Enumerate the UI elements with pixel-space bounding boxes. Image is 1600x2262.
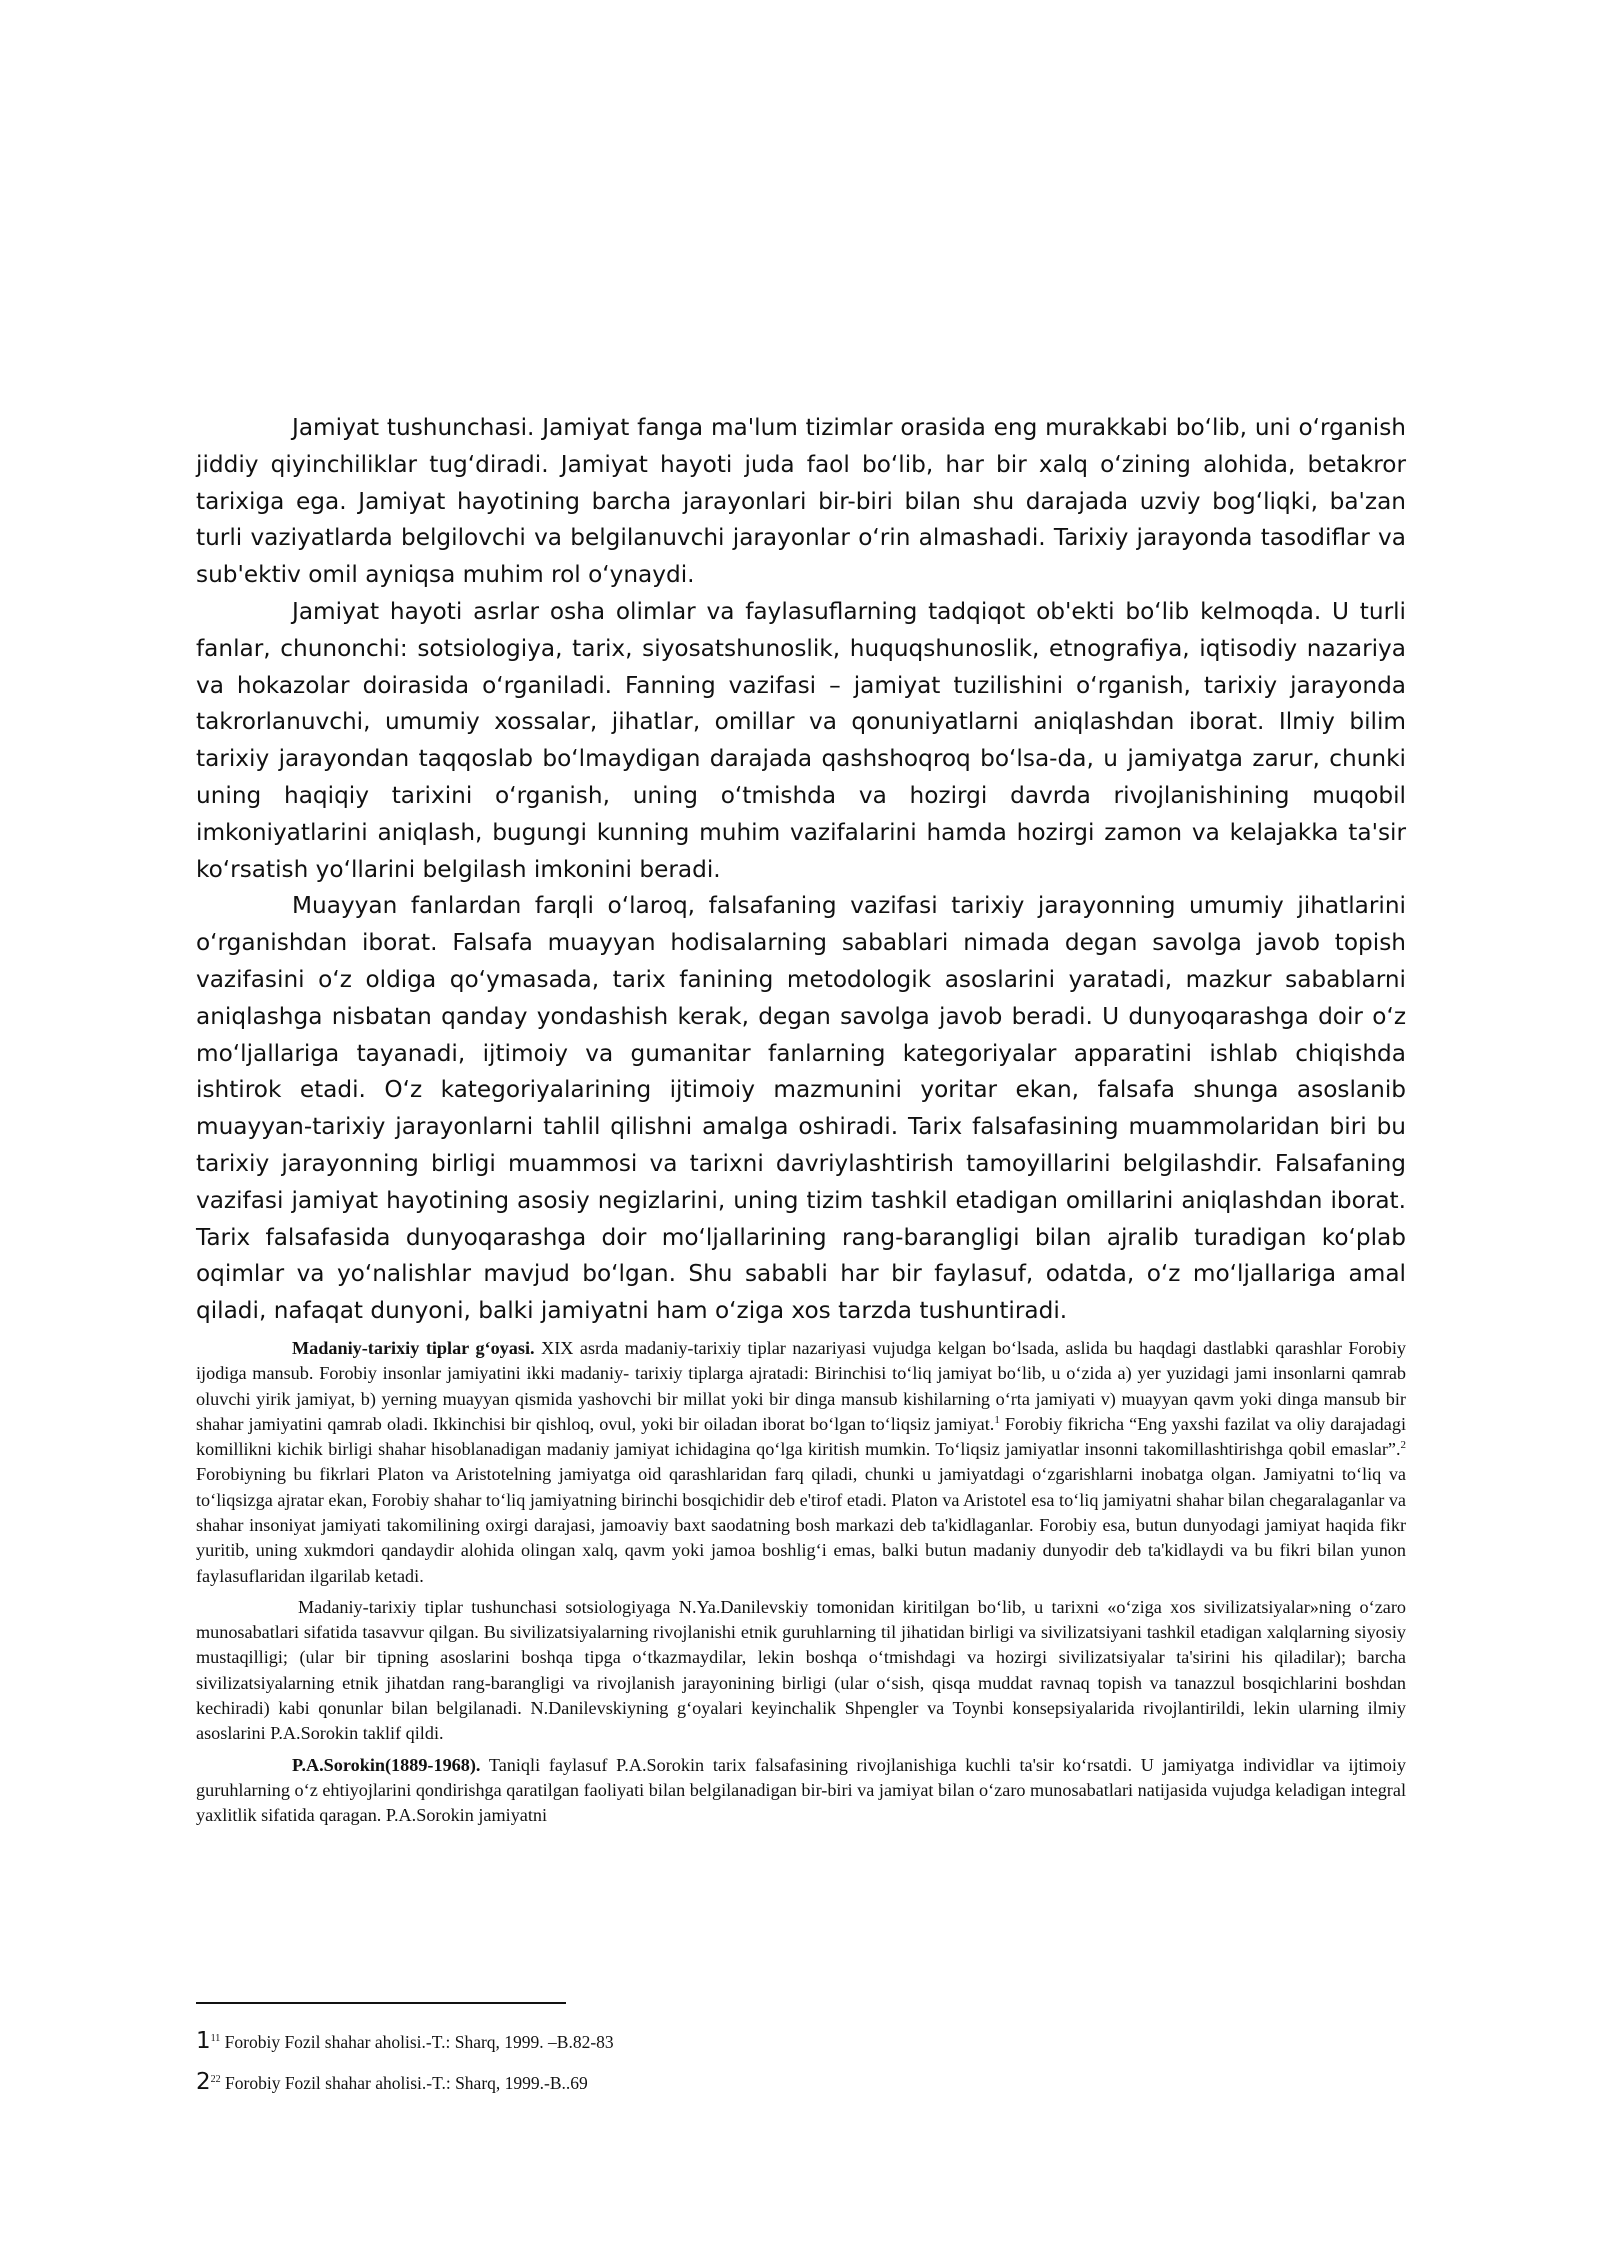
footnote-number: 1 (196, 2027, 211, 2054)
sorokin-text: Taniqli faylasuf P.A.Sorokin tarix falsafasining rivojlanishiga kuchli ta'sir ko‘rsatdi. U jamiyatga individlar va ijtimoiy guruhlarning o‘z ehtiyojlarini qondirishga qaratilgan faoliyati bilan belgilanadigan bir-biri va jamiyat bilan o‘zaro munosabatlari natijasida vujudga keladigan integral yaxlitlik sifatida qaragan. P.A.Sorokin jamiyatni (196, 1754, 1406, 1826)
paragraph-falsafa-vazifasi: Muayyan fanlardan farqli o‘laroq, falsafaning vazifasi tarixiy jarayonning umumiy jihatlarini o‘rganishdan iborat. Falsafa muayyan hodisalarning sabablari nimada degan savolga javob topish vazifasini o‘z oldiga qo‘ymasada, tarix fanining metodologik asoslarini yaratadi, mazkur sabablarni aniqlashga nisbatan qanday yondashish kerak, degan savolga javob beradi. U dunyoqarashga doir o‘z mo‘ljallariga tayanadi, ijtimoiy va gumanitar fanlarning kategoriyalar apparatini ishlab chiqishda ishtirok etadi. O‘z kategoriyalarining ijtimoiy mazmunini yoritar ekan, falsafa shunga asoslanib muayyan-tarixiy jarayonlarni tahlil qilishni amalga oshiradi. Tarix falsafasining muammolaridan biri bu tarixiy jarayonning birligi muammosi va tarixni davriylashtirish tamoyillarini belgilashdir. Falsafaning vazifasi jamiyat hayotining asosiy negizlarini, uning tizim tashkil etadigan omillarini aniqlashdan iborat. Tarix falsafasida dunyoqarashga doir mo‘ljallarining rang-barangligi bilan ajralib turadigan ko‘plab oqimlar va yo‘nalishlar mavjud bo‘lgan. Shu sababli har bir faylasuf, odatda, o‘z mo‘ljallariga amal qiladi, nafaqat dunyoni, balki jamiyatni ham o‘ziga xos tarzda tushuntiradi. (196, 892, 1406, 1325)
paragraph-danilevskiy: Madaniy-tarixiy tiplar tushunchasi sotsiologiyaga N.Ya.Danilevskiy tomonidan kiritilgan bo‘lib, u tarixni «o‘ziga xos sivilizatsiyalar»ning o‘zaro munosabatlari sifatida tasavvur qilgan. Bu sivilizatsiyalarning rivojlanishi etnik guruhlarning til jihatidan birligi va sivilizatsiyani tashkil etadigan xalqlarning siyosiy mustaqilligi; (ular bir tipning asoslarini boshqa tipga o‘tkazmaydilar, lekin boshqa o‘tmishdagi va hozirgi sivilizatsiyalar ta'sirini his qiladilar); barcha sivilizatsiyalarning etnik jihatdan rang-barangligi va rivojlanish jarayonining birligi (ular o‘sish, qisqa muddat ravnaq topish va tanazzul bosqichlarini boshdan kechiradi) kabi qonunlar bilan belgilanadi. N.Danilevskiyning g‘oyalari keyinchalik Shpengler va Toynbi konsepsiyalarida rivojlantirildi, lekin ularning ilmiy asoslarini P.A.Sorokin taklif qildi. (196, 1596, 1406, 1744)
footnotes (196, 2020, 1096, 2102)
madaniy-text-2: Forobiy fikricha “Eng yaxshi fazilat va oliy darajadagi komillikni kichik birligi shahar hisoblanadigan madaniy jamiyat ichidagina qo‘lga kiritish mumkin. To‘liqsiz jamiyatlar insonni takomillashtirishga qobil emaslar”. (196, 1413, 1406, 1460)
footnote-text: Forobiy Fozil shahar aholisi.-T.: Sharq, 1999.-B..69 (220, 2072, 588, 2093)
section-heading-madaniy: Madaniy-tarixiy tiplar g‘oyasi. (292, 1337, 535, 1358)
footnote-ref-1[interactable]: 1 (994, 1413, 1000, 1426)
footnote-1 (196, 2020, 1096, 2061)
footnote-number: 2 (196, 2068, 211, 2095)
footnote-sup: 22 (210, 2073, 221, 2085)
paragraph-jamiyat-tushunchasi: Jamiyat tushunchasi. Jamiyat fanga ma'lum tizimlar orasida eng murakkabi bo‘lib, uni o‘rganish jiddiy qiyinchiliklar tug‘diradi. Jamiyat hayoti juda faol bo‘lib, har bir xalq o‘zining alohida, betakror tarixiga ega. Jamiyat hayotining barcha jarayonlari bir-biri bilan shu darajada uzviy bog‘liqki, ba'zan turli vaziyatlarda belgilovchi va belgilanuvchi jarayonlar o‘rin almashadi. Tarixiy jarayonda tasodiflar va sub'ektiv omil ayniqsa muhim rol o‘ynaydi. (196, 414, 1406, 589)
footnote-separator (196, 2002, 566, 2004)
madaniy-text-3: Forobiyning bu fikrlari Platon va Aristotelning jamiyatga oid qarashlaridan farq qiladi, chunki u jamiyatdagi o‘zgarishlarni inobatga olgan. Jamiyatni to‘liq va to‘liqsizga ajratar ekan, Forobiy shahar to‘liq jamiyatning birinchi bosqichidir deb e'tirof etadi. Platon va Aristotel esa to‘liq jamiyatni shahar bilan chegaralaganlar va shahar insoniyat jamiyati takomilining oxirgi darajasi, jamoaviy baxt saodatning bosh markazi deb ta'kidlaganlar. Forobiy esa, butun dunyodagi jamiyat haqida fikr yuritib, uning xukmdori qandaydir alohida olingan xalq, qavm yoki jamoa boshlig‘i emas, balki butun madaniy dunyodir deb ta'kidlaydi va bu fikri bilan yunon faylasuflaridan ilgarilab ketadi. (196, 1464, 1406, 1586)
main-text (196, 410, 1406, 1829)
paragraph-sorokin (196, 1753, 1406, 1829)
section-heading-sorokin: P.A.Sorokin(1889-1968). (292, 1754, 481, 1775)
footnote-2 (196, 2061, 1096, 2102)
paragraph-madaniy-tarixiy (196, 1336, 1406, 1589)
paragraph-jamiyat-hayoti: Jamiyat hayoti asrlar osha olimlar va faylasuflarning tadqiqot ob'ekti bo‘lib kelmoqda. U turli fanlar, chunonchi: sotsiologiya, tarix, siyosatshunoslik, huquqshunoslik, etnografiya, iqtisodiy nazariya va hokazolar doirasida o‘rganiladi. Fanning vazifasi – jamiyat tuzilishini o‘rganish, tarixiy jarayonda takrorlanuvchi, umumiy xossalar, jihatlar, omillar va qonuniyatlarni aniqlashdan iborat. Ilmiy bilim tarixiy jarayondan taqqoslab bo‘lmaydigan darajada qashshoqroq bo‘lsa-da, u jamiyatga zarur, chunki uning haqiqiy tarixini o‘rganish, uning o‘tmishda va hozirgi davrda rivojlanishining muqobil imkoniyatlarini aniqlash, bugungi kunning muhim vazifalarini hamda hozirgi zamon va kelajakka ta'sir ko‘rsatish yo‘llarini belgilash imkonini beradi. (196, 597, 1406, 883)
footnote-sup: 11 (210, 2033, 221, 2044)
footnote-ref-2[interactable]: 2 (1400, 1439, 1406, 1452)
footnote-text: Forobiy Fozil shahar aholisi.-T.: Sharq, 1999. –B.82-83 (220, 2031, 614, 2052)
madaniy-text-1: XIX asrda madaniy-tarixiy tiplar nazariyasi vujudga kelgan bo‘lsada, aslida bu haqdagi dastlabki qarashlar Forobiy ijodiga mansub. Forobiy insonlar jamiyatini ikki madaniy- tarixiy tiplarga ajratadi: Birinchisi to‘liq jamiyat bo‘lib, u o‘zida a) yer yuzidagi jami insonlarni qamrab oluvchi yirik jamiyat, b) yerning muayyan qismida yashovchi bir millat yoki bir dinga mansub kishilarning o‘rta jamiyati v) muayyan qavm yoki dinga mansub bir shahar jamiyatini qamrab oladi. Ikkinchisi bir qishloq, ovul, yoki bir oiladan iborat bo‘lgan to‘liqsiz jamiyat. (196, 1337, 1406, 1434)
